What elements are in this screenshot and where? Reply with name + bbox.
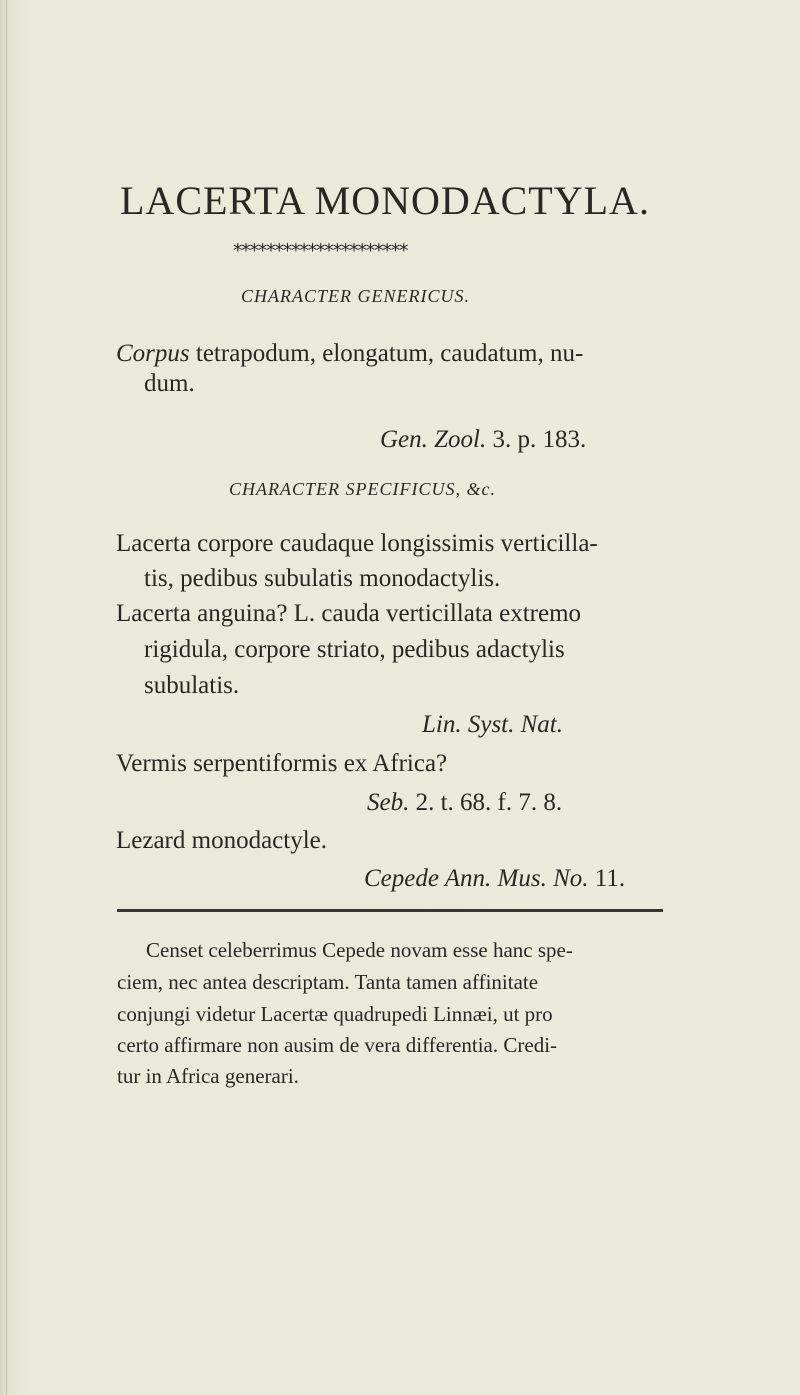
section-divider bbox=[117, 909, 663, 912]
paragraph-line-2: ciem, nec antea descriptam. Tanta tamen affinitate bbox=[117, 970, 539, 994]
entry-2-line-2: rigidula, corpore striato, pedibus adactylis bbox=[144, 636, 565, 663]
entry-1-line-1: Lacerta corpore caudaque longissimis verticilla- bbox=[116, 530, 598, 557]
page-gutter bbox=[6, 0, 7, 1395]
entry-1-line-2: tis, pedibus subulatis monodactylis. bbox=[144, 565, 501, 592]
paragraph-line-3: conjungi videtur Lacertæ quadrupedi Linnæi, ut pro bbox=[117, 1002, 553, 1026]
entry-2-reference bbox=[422, 711, 563, 739]
page-title: LACERTA MONODACTYLA. bbox=[120, 178, 650, 223]
corpus-word: Corpus bbox=[116, 340, 190, 367]
seba-ref-title: Seb. bbox=[367, 789, 410, 816]
paragraph-line-4: certo affirmare non ausim de vera differentia. Credi- bbox=[117, 1033, 558, 1057]
generic-reference bbox=[380, 426, 586, 454]
generic-ref-page: 3. p. 183. bbox=[486, 426, 587, 453]
cepede-ref-number: 11. bbox=[588, 865, 626, 892]
ornament-rule: ********************* bbox=[233, 240, 408, 262]
entry-2-line-3: subulatis. bbox=[144, 672, 240, 699]
entry-2-line-1: Lacerta anguina? L. cauda verticillata extremo bbox=[116, 600, 582, 627]
generic-ref-title: Gen. Zool. bbox=[380, 426, 487, 453]
paragraph-line-1: Censet celeberrimus Cepede novam esse hanc spe- bbox=[146, 938, 573, 962]
generic-character-heading: CHARACTER GENERICUS. bbox=[241, 286, 470, 306]
generic-line-1 bbox=[116, 340, 583, 368]
paragraph-line-5: tur in Africa generari. bbox=[117, 1064, 299, 1088]
specific-character-heading: CHARACTER SPECIFICUS, &c. bbox=[229, 479, 496, 499]
cepede-ref-title: Cepede Ann. Mus. No. bbox=[364, 865, 589, 892]
entry-4-reference bbox=[364, 865, 625, 893]
generic-line-2: dum. bbox=[144, 370, 195, 397]
entry-4-line-1: Lezard monodactyle. bbox=[116, 827, 328, 854]
linnaeus-ref: Lin. Syst. Nat. bbox=[422, 711, 563, 738]
entry-3-reference bbox=[367, 789, 562, 817]
entry-3-line-1: Vermis serpentiformis ex Africa? bbox=[116, 750, 448, 777]
seba-ref-plate: 2. t. 68. f. 7. 8. bbox=[409, 789, 563, 816]
generic-line-1-rest: tetrapodum, elongatum, caudatum, nu- bbox=[189, 340, 584, 367]
